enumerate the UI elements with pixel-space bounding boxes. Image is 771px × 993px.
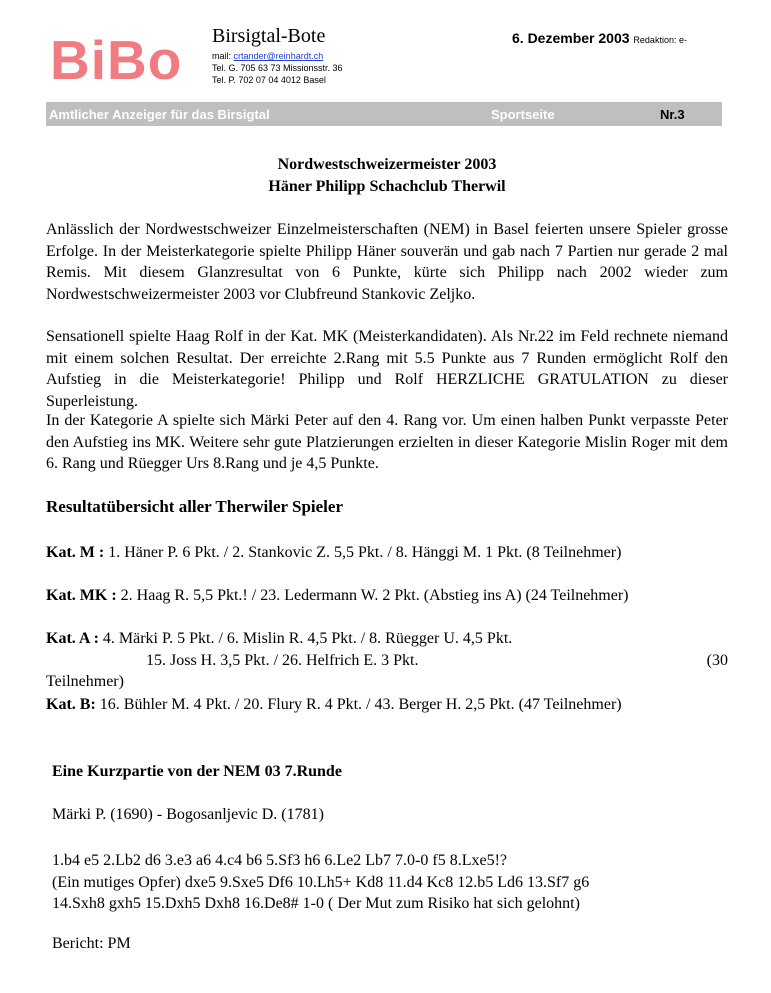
issue-date-line — [512, 30, 687, 46]
section-banner — [46, 102, 722, 126]
headline-line-1: Nordwestschweizermeister 2003 — [277, 156, 497, 173]
issue-date: 6. Dezember 2003 — [512, 30, 630, 46]
article-paragraph: In der Kategorie A spielte sich Märki Peter auf den 4. Rang vor. Um einen halben Punkt verpasste Peter den Aufstieg ins MK. Weitere sehr gute Platzierungen erzielten in dieser Kategorie Mislin Roger mit dem 6. Rang und Rüegger Urs 8.Rang und je 4,5 Punkte. — [46, 412, 728, 472]
kat-m-text: 1. Häner P. 6 Pkt. / 2. Stankovic Z. 5,5 Pkt. / 8. Hänggi M. 1 Pkt. (8 Teilnehmer) — [108, 544, 622, 561]
kat-mk-label: Kat. MK : — [46, 587, 117, 604]
kat-a-text-2: 15. Joss H. 3,5 Pkt. / 26. Helfrich E. 3 Pkt. — [146, 651, 419, 669]
moves-line-2: (Ein mutiges Opfer) dxe5 9.Sxe5 Df6 10.Lh5+ Kd8 11.d4 Kc8 12.b5 Ld6 13.Sf7 g6 — [52, 873, 590, 891]
kat-a-label: Kat. A : — [46, 630, 99, 647]
results-title: Resultatübersicht aller Therwiler Spieler — [46, 497, 343, 516]
kat-b-label: Kat. B: — [46, 696, 96, 713]
kat-a-tail: Teilnehmer) — [46, 673, 124, 690]
mail-label: mail: — [212, 51, 232, 61]
mail-link[interactable]: crtander@reinhardt.ch — [233, 51, 324, 61]
results-kat-m — [46, 542, 728, 564]
kat-a-text-1: 4. Märki P. 5 Pkt. / 6. Mislin R. 4,5 Pkt. / 8. Rüegger U. 4,5 Pkt. — [102, 630, 513, 647]
game-moves — [52, 850, 732, 915]
kat-b-text: 16. Bühler M. 4 Pkt. / 20. Flury R. 4 Pkt. / 43. Berger H. 2,5 Pkt. (47 Teilnehmer) — [99, 696, 622, 713]
report-author: Bericht: PM — [52, 935, 131, 952]
banner-subtitle: Amtlicher Anzeiger für das Birsigtal — [49, 107, 270, 122]
results-kat-mk — [46, 585, 728, 607]
headline-line-2: Häner Philipp Schachclub Therwil — [268, 178, 506, 195]
results-kat-b — [46, 694, 728, 716]
mail-line — [212, 51, 323, 62]
moves-line-3: 14.Sxh8 gxh5 15.Dxh5 Dxh8 16.De8# 1-0 ( Der Mut zum Risiko hat sich gelohnt) — [52, 895, 580, 912]
redaktion-label: Redaktion: e- — [633, 35, 687, 45]
newspaper-title: Birsigtal-Bote — [212, 25, 326, 47]
kat-m-label: Kat. M : — [46, 544, 105, 561]
game-title: Eine Kurzpartie von der NEM 03 7.Runde — [52, 763, 342, 780]
kat-mk-text: 2. Haag R. 5,5 Pkt.! / 23. Ledermann W. 2 Pkt. (Abstieg ins A) (24 Teilnehmer) — [120, 587, 629, 604]
game-players: Märki P. (1690) - Bogosanljevic D. (1781) — [52, 806, 324, 823]
tel-business: Tel. G. 705 63 73 Missionsstr. 36 — [212, 63, 343, 73]
results-kat-a — [46, 628, 728, 693]
banner-number: Nr.3 — [660, 107, 685, 122]
article-paragraph: Sensationell spielte Haag Rolf in der Kat. MK (Meisterkandidaten). Als Nr.22 im Feld rechnete niemand mit einem solchen Resultat. Der erreichte 2.Rang mit 5.5 Punkte aus 7 Runden ermöglicht Rolf den Aufstieg in die Meisterkategorie! Philipp und Rolf HERZLICHE GRATULATION zu dieser Superleistung. — [46, 328, 728, 410]
banner-section: Sportseite — [491, 107, 555, 122]
bibo-logo: BiBo — [50, 29, 183, 91]
article-paragraph: Anlässlich der Nordwestschweizer Einzelmeisterschaften (NEM) in Basel feierten unsere Spieler grosse Erfolge. In der Meisterkategorie spielte Philipp Häner souverän und gab nach 7 Partien nur gerade 2 mal Remis. Mit diesem Glanzresultat von 6 Punkte, kürte sich Philipp nach 2002 wieder zum Nordwestschweizermeister 2003 vor Clubfreund Stankovic Zeljko. — [46, 221, 728, 303]
moves-line-1: 1.b4 e5 2.Lb2 d6 3.e3 a6 4.c4 b6 5.Sf3 h6 6.Le2 Lb7 7.0-0 f5 8.Lxe5!? — [52, 852, 508, 869]
kat-a-count: (30 — [706, 651, 728, 669]
tel-private: Tel. P. 702 07 04 4012 Basel — [212, 75, 326, 85]
article-headline — [46, 154, 728, 198]
